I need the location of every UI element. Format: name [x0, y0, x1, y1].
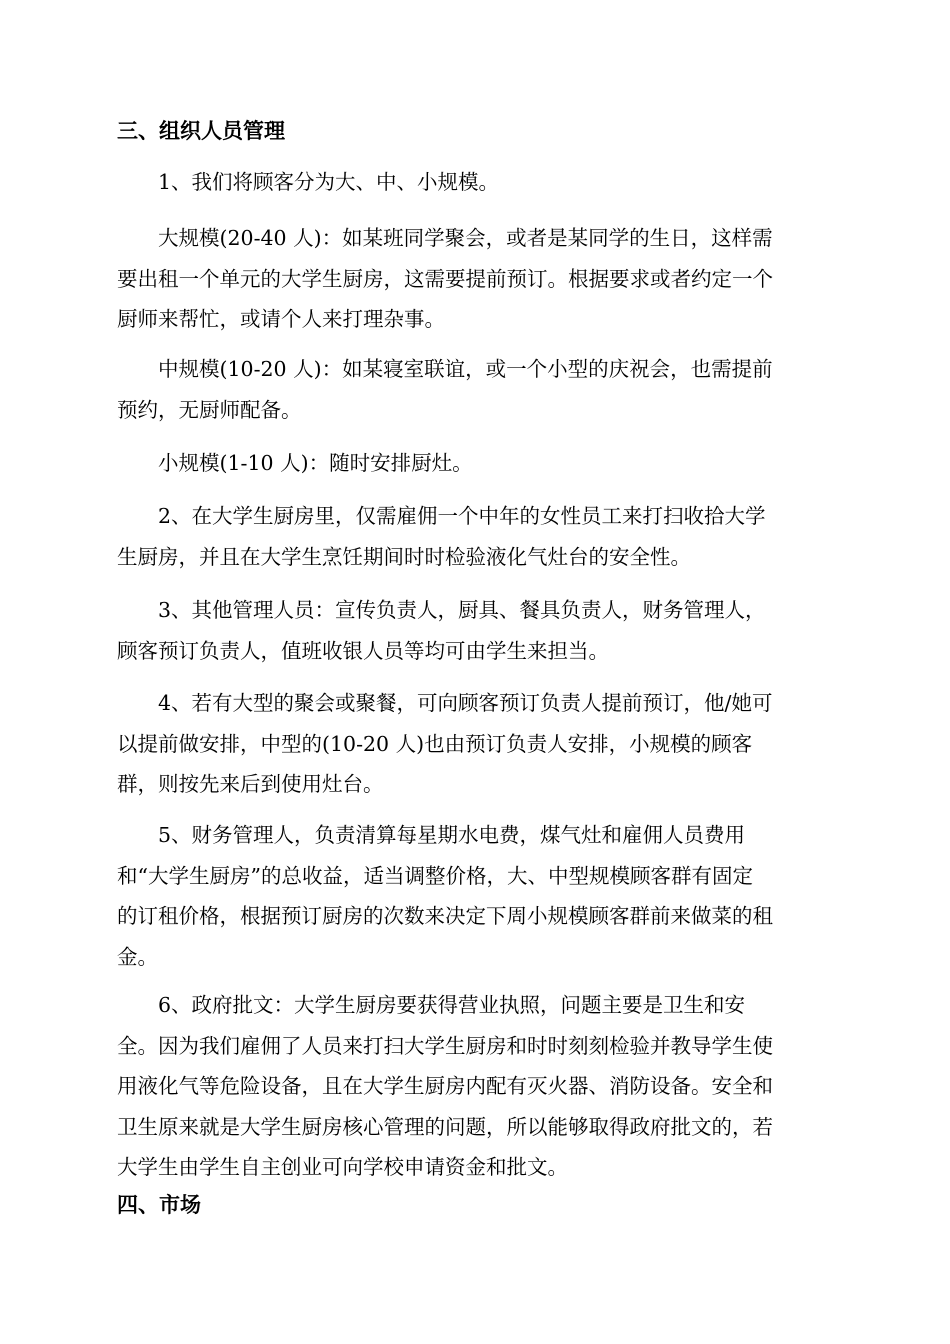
paragraph-line: 小规模(1-10 人)：随时安排厨灶。	[158, 451, 473, 475]
paragraph-line: 4、若有大型的聚会或聚餐，可向顾客预订负责人提前预订，他/她可	[158, 691, 773, 715]
paragraph-line: 和“大学生厨房”的总收益，适当调整价格，大、中型规模顾客群有固定	[117, 863, 753, 888]
paragraph-line: 顾客预订负责人，值班收银人员等均可由学生来担当。	[117, 638, 609, 663]
paragraph-customer-scale	[117, 162, 835, 203]
paragraph-cleaning-staff	[117, 496, 835, 577]
paragraph-line: 3、其他管理人员：宣传负责人，厨具、餐具负责人，财务管理人，	[158, 598, 766, 622]
paragraph-small-scale	[117, 443, 835, 484]
section-heading-organization: 三、组织人员管理	[117, 119, 285, 143]
paragraph-line: 5、财务管理人，负责清算每星期水电费，煤气灶和雇佣人员费用	[158, 823, 746, 847]
paragraph-line: 群，则按先来后到使用灶台。	[117, 772, 384, 796]
paragraph-line: 以提前做安排，中型的(10-20 人)也由预订负责人安排，小规模的顾客	[117, 731, 753, 756]
paragraph-large-scale	[117, 218, 835, 340]
paragraph-line: 全。因为我们雇佣了人员来打扫大学生厨房和时时刻刻检验并教导学生使	[117, 1033, 773, 1058]
paragraph-line: 金。	[117, 944, 158, 969]
paragraph-finance-manager	[117, 815, 835, 977]
paragraph-line: 大规模(20-40 人)：如某班同学聚会，或者是某同学的生日，这样需	[158, 226, 773, 250]
section-heading-market: 四、市场	[117, 1193, 201, 1217]
paragraph-medium-scale	[117, 349, 835, 430]
paragraph-line: 中规模(10-20 人)：如某寝室联谊，或一个小型的庆祝会，也需提前	[158, 357, 773, 381]
paragraph-line: 2、在大学生厨房里，仅需雇佣一个中年的女性员工来打扫收拾大学	[158, 504, 766, 528]
paragraph-government-approval	[117, 985, 835, 1188]
paragraph-line: 生厨房，并且在大学生烹饪期间时时检验液化气灶台的安全性。	[117, 544, 691, 569]
paragraph-line: 要出租一个单元的大学生厨房，这需要提前预订。根据要求或者约定一个	[117, 266, 773, 291]
paragraph-line: 用液化气等危险设备，且在大学生厨房内配有灭火器、消防设备。安全和	[117, 1074, 773, 1098]
paragraph-reservations	[117, 683, 835, 805]
paragraph-line: 6、政府批文：大学生厨房要获得营业执照，问题主要是卫生和安	[158, 993, 746, 1017]
paragraph-line: 大学生由学生自主创业可向学校申请资金和批文。	[117, 1155, 568, 1179]
paragraph-line: 的订租价格，根据预订厨房的次数来决定下周小规模顾客群前来做菜的租	[117, 904, 773, 928]
paragraph-line: 卫生原来就是大学生厨房核心管理的问题，所以能够取得政府批文的，若	[117, 1114, 773, 1139]
paragraph-line: 厨师来帮忙，或请个人来打理杂事。	[117, 307, 445, 331]
paragraph-other-managers	[117, 590, 835, 671]
paragraph-line: 1、我们将顾客分为大、中、小规模。	[158, 170, 500, 194]
paragraph-line: 预约，无厨师配备。	[117, 397, 302, 422]
